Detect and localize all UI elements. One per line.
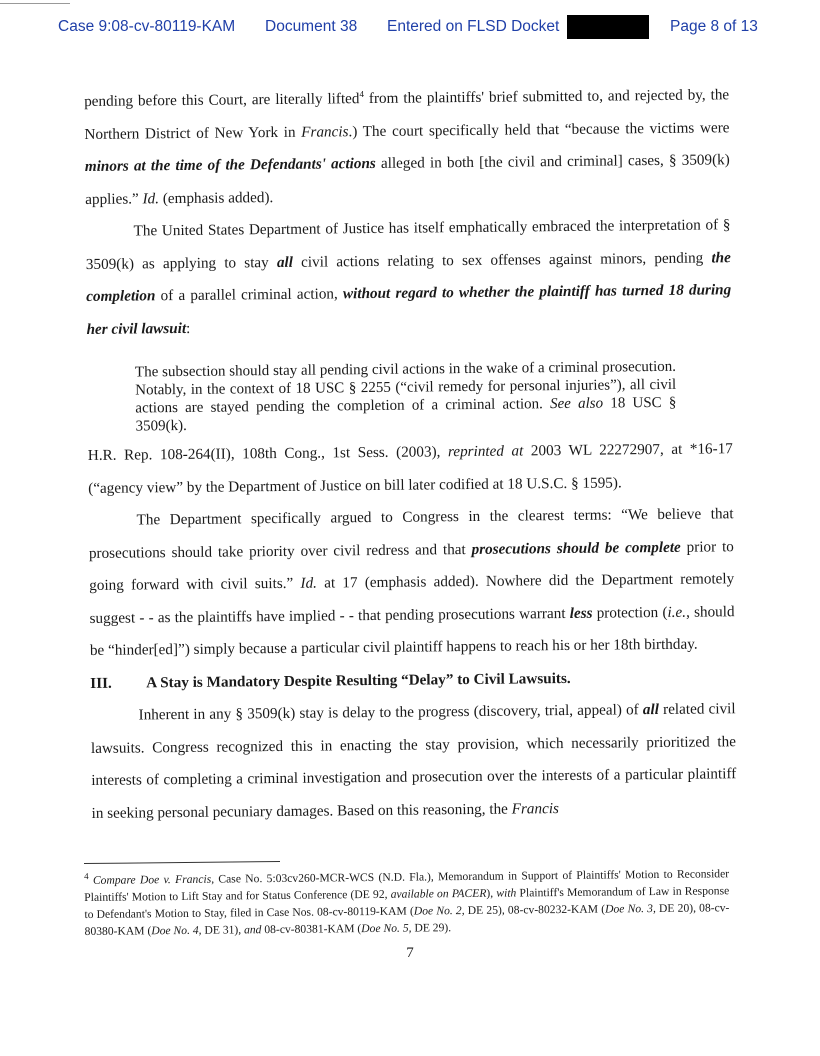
paragraph-2: The United States Department of Justice has itself emphatically embraced the interpretation of § 3509(k) as applying to stay all civil actions relating to sex offenses against minors, pending the completion of a parallel criminal action, without regard to whether the plaintiff has turned 18 during her civil lawsuit:	[85, 216, 732, 338]
redaction-box	[567, 15, 649, 39]
section-heading: III. A Stay is Mandatory Despite Resulting “Delay” to Civil Lawsuits.	[90, 669, 571, 692]
page-number: 7	[406, 945, 414, 961]
footnote-divider	[84, 861, 280, 864]
paragraph-1: pending before this Court, are literally lifted$^4$ from the plaintiffs' brief submitted to, and rejected by, the Northern District of New York in Francis.) The court specifically held that “because the victims were minors at the time of the Defendants' actions alleged in both [the civil and criminal] cases, § 3509(k) applies.” Id. (emphasis added).	[84, 86, 730, 208]
footnote-ref: 4	[359, 89, 364, 100]
footnote: $^4$ Compare Doe v. Francis, Case No. 5:03cv260-MCR-WCS (N.D. Fla.), Memorandum in Support of Plaintiffs' Motion to Reconsider Plaintiffs' Motion to Lift Stay and for Status Conference (DE 92, available on PACER), with Plaintiff's Memorandum of Law in Response to Defendant's Motion to Stay, filed in Case Nos. 08-cv-80119-KAM (Doe No. 2, DE 25), 08-cv-80232-KAM (Doe No. 3, DE 20), 08-cv-80380-KAM (Doe No. 4, DE 31), and 08-cv-80381-KAM (Doe No. 5, DE 29).	[83, 867, 730, 938]
citation: H.R. Rep. 108-264(II), 108th Cong., 1st Sess. (2003), reprinted at 2003 WL 22272907, at *16-17 (“agency view” by the Department of Justice on bill later codified at 18 U.S.C. § 1595).	[87, 440, 733, 497]
top-rule	[0, 3, 70, 4]
body-text	[84, 79, 737, 830]
document-number: Document 38	[265, 18, 358, 35]
paragraph-4: Inherent in any § 3509(k) stay is delay to the progress (discovery, trial, appeal) of all related civil lawsuits. Congress recognized this in enacting the stay provision, which necessarily prioritized the interests of completing a criminal investigation and prosecution over the interests of a particular plaintiff in seeking personal pecuniary damages. Based on this reasoning, the Francis	[90, 700, 737, 822]
block-quote: The subsection should stay all pending civil actions in the wake of a criminal prosecution. Notably, in the context of 18 USC § 2255 (“civil remedy for personal injuries”), all civil actions are stayed pending the completion of a criminal action. See also 18 USC § 3509(k).	[134, 358, 677, 435]
docket-header	[0, 10, 820, 44]
paragraph-3: The Department specifically argued to Congress in the clearest terms: “We believe that prosecutions should take priority over civil redress and that prosecutions should be complete prior to going forward with civil suits.” Id. at 17 (emphasis added). Nowhere did the Department remotely suggest - - as the plaintiffs have implied - - that pending prosecutions warrant less protection (i.e., should be “hinder[ed]”) simply because a particular civil plaintiff happens to reach his or her 18th birthday.	[88, 505, 735, 659]
footnote-marker: 4	[83, 871, 89, 882]
entered-docket-label: Entered on FLSD Docket	[387, 18, 560, 35]
page-count: Page 8 of 13	[670, 18, 758, 35]
case-number: Case 9:08-cv-80119-KAM	[58, 18, 236, 35]
